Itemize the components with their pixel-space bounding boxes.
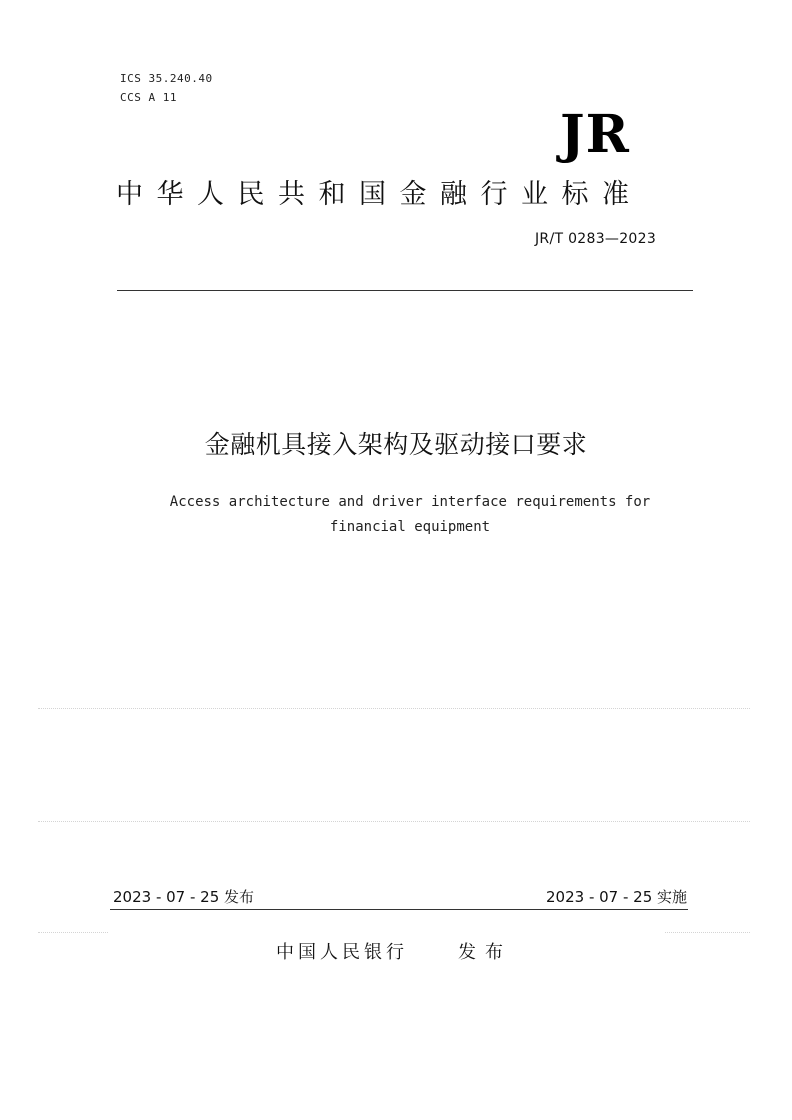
header-divider [117,290,693,291]
document-title-english [150,490,670,540]
ics-code: ICS 35.240.40 [120,72,213,85]
implementation-date: 2023 - 07 - 25 实施 [546,888,688,906]
footer-divider [110,909,688,910]
standard-category-title: 中华人民共和国金融行业标准 [116,179,643,210]
ccs-code: CCS A 11 [120,91,177,104]
document-title-chinese: 金融机具接入架构及驱动接口要求 [204,430,588,459]
jr-logo: JR [560,104,630,165]
issuing-authority: 中国人民银行 [276,942,408,963]
dotted-separator [38,821,750,822]
publish-label: 发布 [458,942,512,963]
dotted-separator [38,708,750,709]
standard-number: JR/T 0283—2023 [535,231,657,247]
english-title-line-2: financial equipment [329,519,491,535]
english-title-line-1: Access architecture and driver interface requirements for [169,494,651,510]
dotted-separator [665,932,750,933]
dotted-separator [38,932,108,933]
issue-date: 2023 - 07 - 25 发布 [113,888,255,906]
